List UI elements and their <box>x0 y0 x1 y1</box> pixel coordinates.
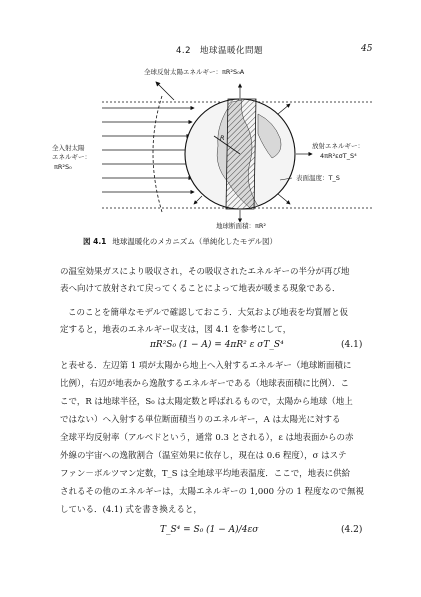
text-line: こで，R は地球半径，S₀ は太陽定数と呼ばれるもので，太陽から地球（地上 <box>60 397 353 407</box>
incident-label-line3: πR²S₀ <box>54 163 72 171</box>
text-line: 比例），右辺が地表から逸散するエネルギーである（地球表面積に比例）．こ <box>60 379 350 389</box>
text-line: ファン－ボルツマン定数，T_S は全地球平均地表温度．ここで，地表に供給 <box>60 469 351 479</box>
emitted-label-line1: 放射エネルギー： <box>312 142 364 150</box>
surface-temp-label: 表面温度：T_S <box>296 174 340 182</box>
text-line: 定すると，地表のエネルギー収支は，図 4.1 を参考にして， <box>60 325 292 335</box>
text-line: している．(4.1) 式を書き換えると， <box>60 505 202 515</box>
emitted-label-line2: 4πR²εσT_S⁴ <box>320 152 357 160</box>
caption-number: 図 4.1 <box>83 237 107 246</box>
equation-4-1: πR²S₀ (1 − A) = 4πR² ε σT_S⁴ <box>150 340 284 350</box>
incident-label-line2: エネルギー： <box>52 153 91 161</box>
cross-section-label: 地球断面積：πR² <box>216 222 267 230</box>
figure-earth-energy-balance <box>44 62 386 230</box>
incident-rays <box>102 108 194 192</box>
caption-text: 地球温暖化のメカニズム（単純化したモデル図） <box>112 237 278 246</box>
reflection-arc <box>153 96 162 212</box>
incident-label-line1: 全入射太陽 <box>52 144 85 152</box>
page-number: 45 <box>361 44 373 54</box>
equation-4-2-number: (4.2) <box>341 525 363 535</box>
equation-4-2: T_S⁴ = S₀ (1 − A)/4εσ <box>160 525 259 535</box>
text-line: 表へ向けて放射されて戻ってくることによって地表が暖まる現象である． <box>60 284 341 294</box>
hatched-cross-section <box>226 99 256 209</box>
text-line: の温室効果ガスにより吸収され，その吸収されたエネルギーの半分が再び地 <box>60 267 350 277</box>
text-line: と表せる．左辺第 1 項が太陽から地上へ入射するエネルギー（地球断面積に <box>60 361 352 371</box>
reflected-energy-label: 全球反射太陽エネルギー：πR²S₀A <box>144 68 245 76</box>
figure-caption <box>83 236 277 247</box>
radius-label: R <box>220 134 225 142</box>
page-header <box>0 44 421 58</box>
equation-4-1-number: (4.1) <box>341 340 363 350</box>
text-line: ではない）へ入射する単位断面積当りのエネルギー，A は太陽光に対する <box>60 415 341 425</box>
running-title: 4.2 地球温暖化問題 <box>176 46 264 56</box>
diagram-svg <box>44 62 386 230</box>
text-line: このことを簡単なモデルで確認しておこう．大気および地表を均質層と仮 <box>68 308 349 318</box>
reflected-arrow <box>156 82 174 100</box>
text-line: 全球平均反射率（アルベドという，通常 0.3 とされる），ε は地表面からの赤 <box>60 433 354 443</box>
text-line: されるその他のエネルギーは，太陽エネルギーの 1,000 分の 1 程度なので無視 <box>60 487 365 497</box>
text-line: 外線の宇宙への逸散割合（温室効果に依存し，現在は 0.6 程度），σ はステ <box>60 451 347 461</box>
